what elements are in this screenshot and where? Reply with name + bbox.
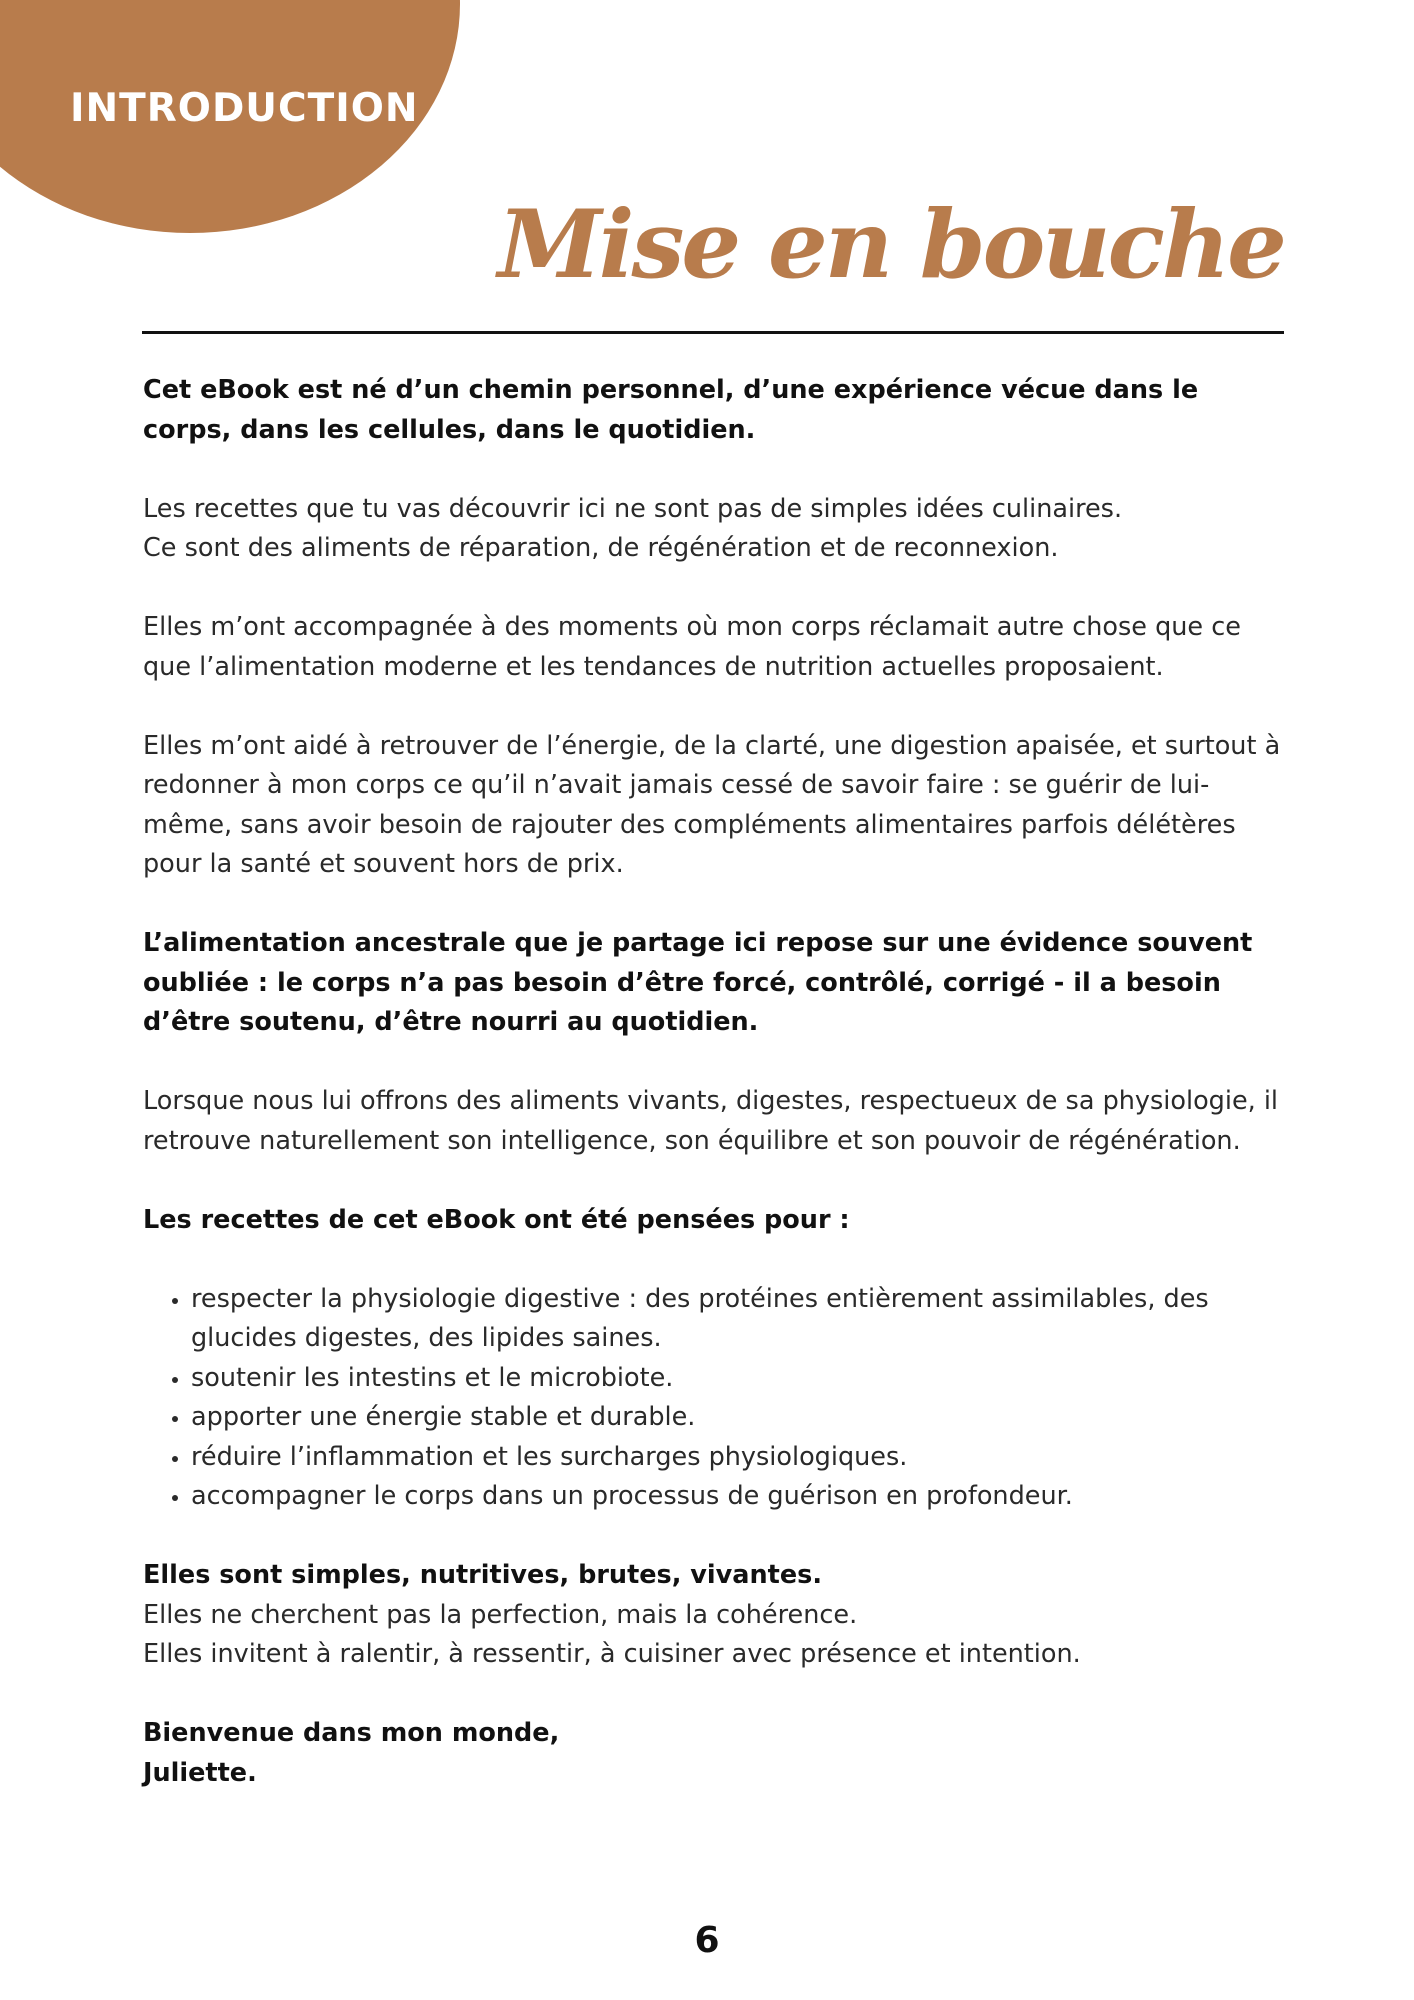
list-heading: Les recettes de cet eBook ont été pensées pour : xyxy=(143,1204,850,1235)
page-title: Mise en bouche xyxy=(497,190,1284,300)
recipes-line-2: Ce sont des aliments de réparation, de régénération et de reconnexion. xyxy=(143,533,1059,563)
goals-list xyxy=(143,1280,1293,1517)
simple-recipes-line-3: Elles invitent à ralentir, à ressentir, à cuisiner avec présence et intention. xyxy=(143,1639,1081,1669)
signoff xyxy=(143,1714,1293,1793)
list-item: • soutenir les intestins et le microbiote. xyxy=(191,1359,1293,1399)
list-item: • apporter une énergie stable et durable. xyxy=(191,1398,1293,1438)
list-item: • réduire l’inflammation et les surcharges physiologiques. xyxy=(191,1438,1293,1478)
section-label: INTRODUCTION xyxy=(70,86,419,131)
intro-paragraph: Cet eBook est né d’un chemin personnel, d’une expérience vécue dans le corps, dans les cellules, dans le quotidien. xyxy=(143,375,1199,445)
signoff-signature: Juliette. xyxy=(143,1757,257,1788)
list-item: • accompagner le corps dans un processus de guérison en profondeur. xyxy=(191,1477,1293,1517)
signoff-line-1: Bienvenue dans mon monde, xyxy=(143,1718,560,1748)
recipes-paragraph xyxy=(143,490,1293,569)
simple-recipes-line-1: Elles sont simples, nutritives, brutes, vivantes. xyxy=(143,1560,822,1590)
living-foods-paragraph: Lorsque nous lui offrons des aliments vivants, digestes, respectueux de sa physiologie, il retrouve naturellement son intelligence, son équilibre et son pouvoir de régénération. xyxy=(143,1086,1279,1156)
body-content xyxy=(143,371,1293,1833)
simple-recipes-paragraph xyxy=(143,1556,1293,1675)
ancestral-paragraph: L’alimentation ancestrale que je partage ici repose sur une évidence souvent oubliée : le corps n’a pas besoin d’être forcé, contrôlé, corrigé - il a besoin d’être soutenu, d’être nourri au quotidien. xyxy=(143,928,1253,1037)
energy-paragraph: Elles m’ont aidé à retrouver de l’énergie, de la clarté, une digestion apaisée, et surtout à redonner à mon corps ce qu’il n’avait jamais cessé de savoir faire : se guérir de lui-même, sans avoir besoin de rajouter des compléments alimentaires parfois délétères pour la santé et souvent hors de prix. xyxy=(143,730,1281,879)
accompanied-paragraph: Elles m’ont accompagnée à des moments où mon corps réclamait autre chose que ce que l’alimentation moderne et les tendances de nutrition actuelles proposaient. xyxy=(143,612,1241,682)
recipes-line-1: Les recettes que tu vas découvrir ici ne sont pas de simples idées culinaires. xyxy=(143,493,1123,524)
title-divider xyxy=(142,331,1284,334)
list-item: • respecter la physiologie digestive : des protéines entièrement assimilables, des glucides digestes, des lipides saines. xyxy=(191,1280,1293,1359)
simple-recipes-line-2: Elles ne cherchent pas la perfection, mais la cohérence. xyxy=(143,1599,858,1630)
page-number: 6 xyxy=(694,1920,720,1961)
